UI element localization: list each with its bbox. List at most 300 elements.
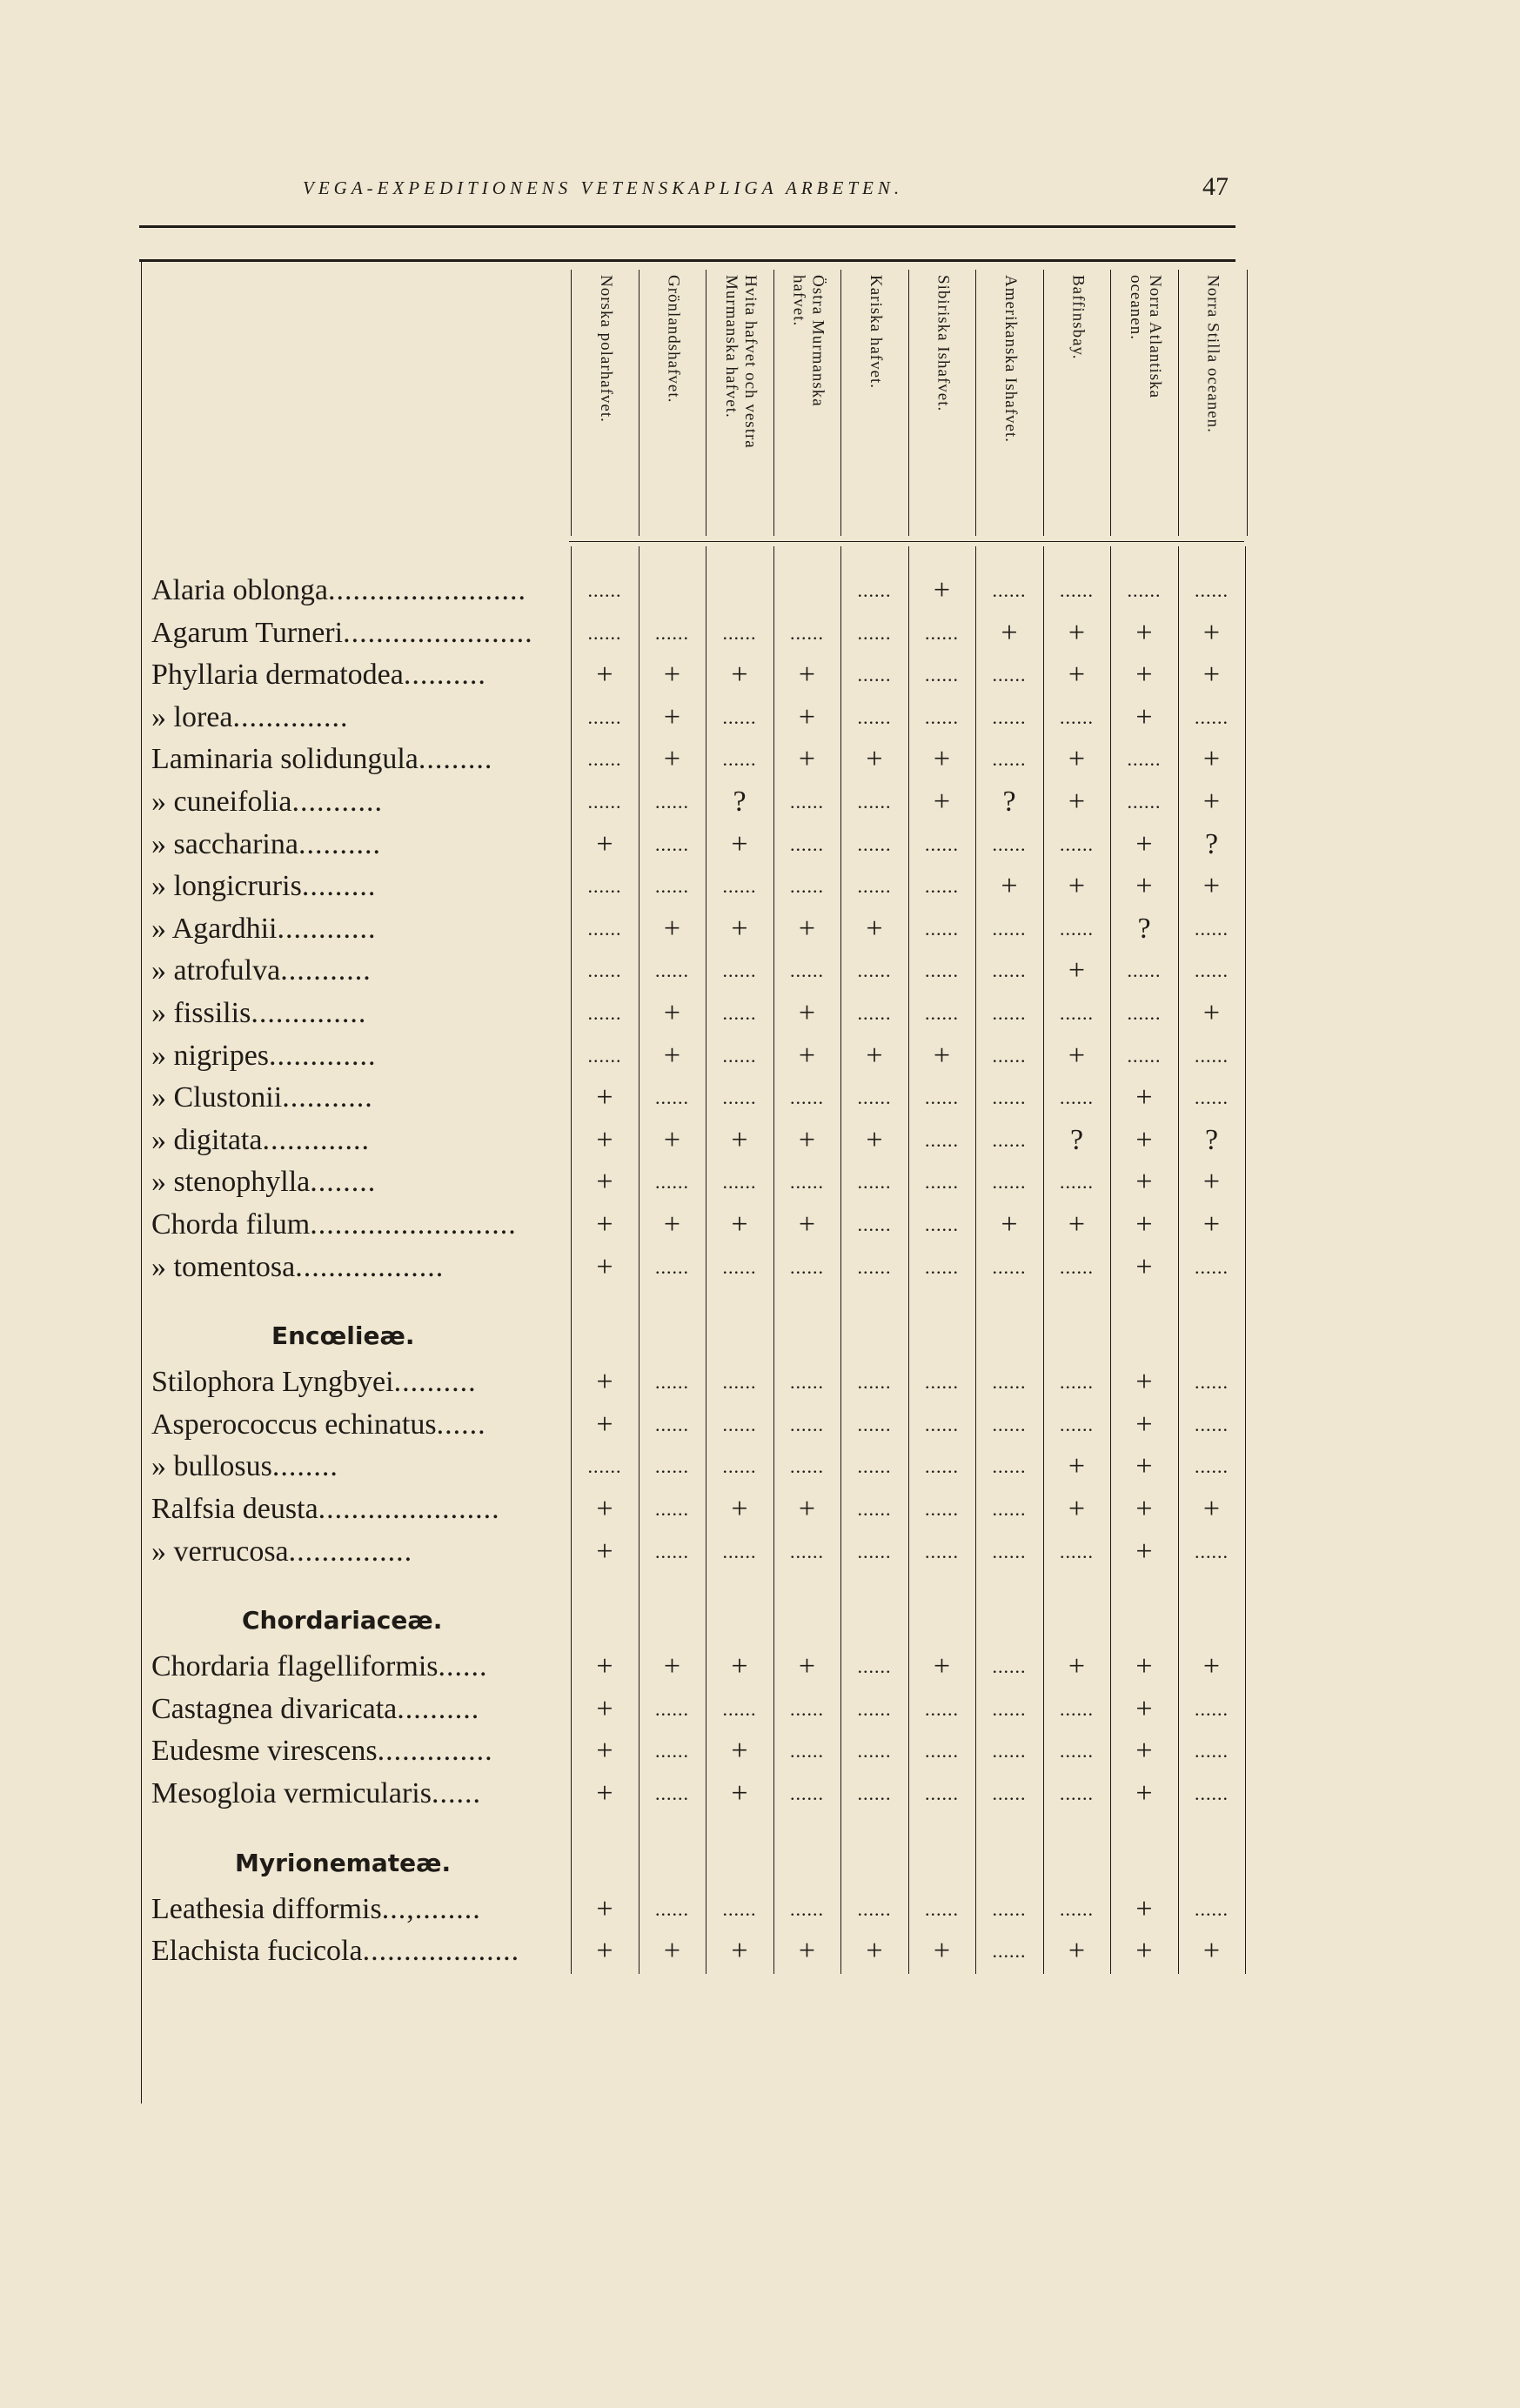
occurrence-cell: ...... [857, 1371, 892, 1394]
occurrence-cell: ...... [992, 1783, 1027, 1804]
column-header [975, 270, 1044, 536]
species-name-text: » longicruris [151, 870, 302, 903]
species-name-text: Chorda filum [151, 1208, 311, 1241]
table-row [0, 1078, 1520, 1118]
occurrence-cell: ...... [857, 1697, 892, 1720]
occurrence-cell: ...... [992, 1044, 1027, 1067]
occurrence-cell: ? [1204, 827, 1219, 860]
occurrence-cell: ? [733, 786, 747, 818]
occurrence-cell: ...... [925, 1087, 959, 1109]
occurrence-cell: ...... [992, 1740, 1027, 1763]
leader-dots: ........... [282, 1081, 373, 1114]
occurrence-cell: + [1202, 1166, 1221, 1199]
column-header-label: Amerikanska Ishafvet. [1001, 275, 1020, 443]
table-row [0, 866, 1520, 906]
occurrence-cell: ...... [857, 1002, 892, 1024]
occurrence-cell: ...... [992, 706, 1027, 728]
species-name-text: » Agardhii [151, 912, 278, 945]
occurrence-cell: + [1202, 616, 1221, 649]
occurrence-cell: ...... [1060, 833, 1094, 855]
occurrence-cell: ...... [1060, 1087, 1094, 1109]
occurrence-cell: + [1202, 786, 1221, 818]
occurrence-cell: + [1068, 954, 1086, 987]
occurrence-cell: ...... [925, 621, 959, 644]
occurrence-cell: + [933, 743, 951, 776]
occurrence-cell: ...... [992, 1656, 1027, 1678]
species-name-text: » tomentosa [151, 1250, 296, 1283]
table-row [0, 613, 1520, 653]
occurrence-cell: + [1068, 786, 1086, 818]
column-header [1110, 270, 1179, 536]
occurrence-cell: + [933, 574, 951, 606]
species-name-text: » Clustonii [151, 1081, 283, 1114]
occurrence-cell: + [798, 1208, 816, 1241]
occurrence-cell: + [1068, 1650, 1086, 1683]
occurrence-cell: ...... [1195, 1697, 1229, 1720]
occurrence-cell: ...... [992, 1171, 1027, 1194]
leader-dots: ............ [277, 912, 377, 945]
occurrence-cell: + [663, 1650, 681, 1683]
occurrence-cell: + [1202, 1208, 1221, 1241]
occurrence-cell: + [1001, 1208, 1018, 1241]
occurrence-cell: ...... [790, 875, 824, 898]
column-header-label: Östra Murmanska hafvet. [789, 275, 827, 407]
occurrence-cell: + [1202, 1493, 1221, 1525]
occurrence-cell: ...... [790, 791, 824, 813]
species-name [151, 909, 566, 949]
occurrence-cell: ...... [790, 1697, 824, 1720]
occurrence-cell: + [798, 743, 816, 776]
occurrence-cell: + [596, 659, 613, 692]
leader-dots: ........................ [328, 574, 526, 606]
occurrence-cell: ...... [857, 706, 892, 728]
species-name [151, 739, 566, 779]
occurrence-cell: ...... [722, 1371, 757, 1394]
occurrence-cell: + [866, 1935, 883, 1968]
table-row [0, 1731, 1520, 1771]
occurrence-cell: + [1135, 1408, 1153, 1441]
occurrence-cell: + [1135, 1892, 1153, 1925]
table-row [0, 951, 1520, 991]
occurrence-cell: + [1135, 1735, 1153, 1768]
occurrence-cell: + [1202, 1650, 1221, 1683]
occurrence-cell: + [731, 1650, 748, 1683]
leader-dots: ................... [362, 1935, 520, 1968]
occurrence-cell: + [1068, 1935, 1086, 1968]
occurrence-cell: + [731, 827, 748, 860]
table-row [0, 1689, 1520, 1729]
occurrence-cell: ...... [992, 579, 1027, 601]
occurrence-cell: + [933, 1039, 951, 1072]
occurrence-cell: ...... [655, 1087, 689, 1109]
occurrence-cell: ...... [925, 1128, 959, 1151]
column-header-label: Sibiriska Ishafvet. [934, 275, 953, 412]
occurrence-cell: ...... [655, 875, 689, 898]
occurrence-cell: ...... [655, 1455, 689, 1478]
occurrence-cell: + [663, 1039, 681, 1072]
group-heading: Myrionemateæ. [235, 1848, 452, 1877]
occurrence-cell: ...... [790, 960, 824, 982]
occurrence-cell: ...... [790, 1371, 824, 1394]
occurrence-cell: + [1135, 827, 1153, 860]
occurrence-cell: + [596, 1366, 613, 1399]
occurrence-cell: ...... [1060, 1255, 1094, 1278]
leader-dots: ............. [262, 1123, 370, 1156]
species-name [151, 1036, 566, 1076]
occurrence-cell [773, 571, 841, 611]
occurrence-cell: + [933, 1650, 951, 1683]
occurrence-cell: ...... [992, 1002, 1027, 1024]
occurrence-cell: ...... [925, 1740, 959, 1763]
occurrence-cell: ...... [587, 1455, 622, 1478]
species-name-text: Phyllaria dermatodea [151, 659, 404, 692]
occurrence-cell: ...... [722, 748, 757, 771]
leader-dots: ......... [301, 870, 377, 903]
occurrence-cell: ...... [587, 791, 622, 813]
occurrence-cell: + [798, 700, 816, 733]
species-name [151, 613, 566, 653]
occurrence-cell: + [596, 1208, 613, 1241]
table-row [0, 909, 1520, 949]
occurrence-cell: ...... [992, 1087, 1027, 1109]
table-row [0, 1405, 1520, 1445]
occurrence-cell: + [1135, 1166, 1153, 1199]
species-name [151, 698, 566, 738]
leader-dots: .................. [295, 1250, 445, 1283]
occurrence-cell: ...... [655, 960, 689, 982]
occurrence-cell: ...... [1060, 1897, 1094, 1920]
species-name-text: Elachista fucicola [151, 1935, 363, 1968]
occurrence-cell: ...... [1060, 1002, 1094, 1024]
occurrence-cell: ...... [857, 664, 892, 686]
occurrence-cell: ...... [1195, 960, 1229, 982]
occurrence-cell: ...... [722, 1540, 757, 1562]
occurrence-cell: + [596, 1123, 613, 1156]
occurrence-cell: ...... [1195, 1087, 1229, 1109]
table-row [0, 1205, 1520, 1245]
occurrence-cell: ...... [722, 875, 757, 898]
occurrence-cell: + [596, 1166, 613, 1199]
occurrence-cell: ...... [722, 1255, 757, 1278]
occurrence-cell: ...... [857, 1897, 892, 1920]
leader-dots: ............... [288, 1535, 413, 1568]
occurrence-cell: ...... [587, 579, 622, 601]
occurrence-cell: ...... [992, 1697, 1027, 1720]
occurrence-cell: ...... [857, 1783, 892, 1804]
occurrence-cell: ...... [992, 748, 1027, 771]
species-name [151, 1774, 566, 1814]
occurrence-cell: + [1135, 1535, 1153, 1568]
species-name [151, 782, 566, 822]
table-row [0, 1532, 1520, 1572]
occurrence-cell: ...... [925, 833, 959, 855]
occurrence-cell: ...... [790, 1087, 824, 1109]
occurrence-cell: ...... [1060, 1697, 1094, 1720]
table-row [0, 825, 1520, 865]
occurrence-cell: ...... [992, 1540, 1027, 1562]
occurrence-cell: + [798, 1650, 816, 1683]
occurrence-cell: ...... [992, 1128, 1027, 1151]
leader-dots: ....................... [343, 616, 533, 649]
column-header [571, 270, 639, 536]
occurrence-cell: + [1135, 1081, 1153, 1114]
species-name-text: » lorea [151, 700, 233, 733]
occurrence-cell: ...... [857, 579, 892, 601]
species-name-text: Eudesme virescens [151, 1735, 378, 1768]
occurrence-cell: ...... [790, 1897, 824, 1920]
occurrence-cell: ...... [992, 664, 1027, 686]
occurrence-cell: + [731, 1123, 748, 1156]
occurrence-cell: ...... [1195, 1371, 1229, 1394]
occurrence-cell: + [1068, 870, 1086, 903]
table-row [0, 1447, 1520, 1487]
occurrence-cell: ...... [587, 917, 622, 940]
table-row [0, 571, 1520, 611]
occurrence-cell: ...... [1127, 748, 1162, 771]
occurrence-cell: ...... [925, 1697, 959, 1720]
occurrence-cell: ...... [722, 1171, 757, 1194]
occurrence-cell: + [596, 1493, 613, 1525]
occurrence-cell: ...... [857, 960, 892, 982]
occurrence-cell: + [798, 1039, 816, 1072]
occurrence-cell: + [866, 1039, 883, 1072]
occurrence-cell: + [1202, 1935, 1221, 1968]
occurrence-cell: ...... [925, 1783, 959, 1804]
species-name-text: Ralfsia deusta [151, 1493, 318, 1525]
occurrence-cell: ...... [925, 875, 959, 898]
occurrence-cell: + [1135, 1935, 1153, 1968]
occurrence-cell: ? [1204, 1123, 1219, 1156]
leader-dots: ...... [438, 1650, 488, 1683]
occurrence-cell: ...... [925, 1255, 959, 1278]
column-header-label: Norra Atlantiska oceanen. [1127, 275, 1164, 399]
species-name-text: » stenophylla [151, 1166, 311, 1199]
species-name-text: Asperococcus echinatus [151, 1408, 437, 1441]
occurrence-cell: + [596, 1081, 613, 1114]
column-header [773, 270, 842, 536]
occurrence-cell: + [731, 1735, 748, 1768]
occurrence-cell: ...... [1127, 791, 1162, 813]
occurrence-cell: ...... [1060, 1413, 1094, 1435]
occurrence-cell: ...... [1127, 1044, 1162, 1067]
species-name [151, 1447, 566, 1487]
occurrence-cell: + [663, 1123, 681, 1156]
occurrence-cell: + [663, 700, 681, 733]
occurrence-cell: + [1068, 743, 1086, 776]
species-name-text: Leathesia difformis [151, 1892, 382, 1925]
occurrence-cell: + [596, 1250, 613, 1283]
leader-dots: .......... [403, 659, 486, 692]
species-name [151, 1162, 566, 1202]
leader-dots: ......................... [310, 1208, 517, 1241]
occurrence-cell: + [1068, 1208, 1086, 1241]
running-title: VEGA-EXPEDITIONENS VETENSKAPLIGA ARBETEN. [303, 177, 904, 198]
occurrence-cell: ...... [1127, 960, 1162, 982]
occurrence-cell: + [596, 827, 613, 860]
occurrence-cell: + [1135, 1450, 1153, 1483]
occurrence-cell: + [933, 1935, 951, 1968]
occurrence-cell: ...... [1127, 1002, 1162, 1024]
leader-dots: ......... [418, 743, 493, 776]
occurrence-cell: ...... [925, 1455, 959, 1478]
occurrence-cell: + [1068, 1493, 1086, 1525]
occurrence-cell: ...... [655, 1783, 689, 1804]
species-name-text: » nigripes [151, 1039, 270, 1072]
leader-dots: ............. [269, 1039, 377, 1072]
occurrence-cell: ...... [857, 1413, 892, 1435]
occurrence-cell: + [1068, 1039, 1086, 1072]
occurrence-cell: + [596, 1408, 613, 1441]
occurrence-cell: + [1135, 1650, 1153, 1683]
occurrence-cell: ...... [925, 1371, 959, 1394]
occurrence-cell: ? [1069, 1123, 1084, 1156]
occurrence-cell: ...... [790, 621, 824, 644]
occurrence-cell: + [731, 1935, 748, 1968]
occurrence-cell: + [663, 659, 681, 692]
occurrence-cell: ...... [857, 1740, 892, 1763]
species-name [151, 866, 566, 906]
occurrence-cell: ...... [857, 1087, 892, 1109]
occurrence-cell: + [663, 743, 681, 776]
column-header [1178, 270, 1248, 536]
species-name-text: » fissilis [151, 997, 251, 1029]
occurrence-cell: ...... [655, 1897, 689, 1920]
occurrence-cell: ...... [992, 960, 1027, 982]
occurrence-cell: ...... [655, 1413, 689, 1435]
species-name-text: Alaria oblonga [151, 574, 328, 606]
occurrence-cell: + [596, 1650, 613, 1683]
occurrence-cell: + [1202, 997, 1221, 1029]
leader-dots: ........... [291, 786, 383, 818]
occurrence-cell: + [798, 1935, 816, 1968]
occurrence-cell: ...... [1195, 1783, 1229, 1804]
table-row [0, 782, 1520, 822]
occurrence-cell: ...... [925, 1498, 959, 1520]
species-name-text: » atrofulva [151, 954, 281, 987]
occurrence-cell: + [1135, 1493, 1153, 1525]
column-header [1043, 270, 1112, 536]
occurrence-cell: ...... [925, 1897, 959, 1920]
occurrence-cell: ...... [857, 833, 892, 855]
occurrence-cell: + [663, 912, 681, 945]
column-header-label: Hvita hafvet och vestra Murmanska hafvet. [722, 275, 760, 449]
species-name [151, 1532, 566, 1572]
column-header [840, 270, 909, 536]
occurrence-cell: ...... [722, 1897, 757, 1920]
column-header [639, 270, 707, 536]
occurrence-cell: ...... [1060, 1783, 1094, 1804]
occurrence-cell: ...... [655, 791, 689, 813]
occurrence-cell: + [866, 1123, 883, 1156]
occurrence-cell: ...... [722, 621, 757, 644]
species-name [151, 1931, 566, 1971]
occurrence-cell: ...... [1060, 1171, 1094, 1194]
species-name [151, 1120, 566, 1161]
occurrence-cell: ...... [857, 875, 892, 898]
leader-dots: ...... [436, 1408, 486, 1441]
species-name-text: Mesogloia vermicularis [151, 1777, 432, 1809]
occurrence-cell: + [1202, 870, 1221, 903]
occurrence-cell: ...... [857, 1171, 892, 1194]
occurrence-cell: ...... [587, 621, 622, 644]
leader-dots: .......... [397, 1692, 480, 1725]
occurrence-cell: + [1135, 616, 1153, 649]
occurrence-cell: ...... [587, 1002, 622, 1024]
occurrence-cell: ...... [992, 1255, 1027, 1278]
header-rule [569, 541, 1244, 542]
occurrence-cell: + [663, 997, 681, 1029]
occurrence-cell: + [1135, 1777, 1153, 1809]
occurrence-cell: ...... [655, 1540, 689, 1562]
occurrence-cell: ...... [925, 1002, 959, 1024]
column-header-label: Norra Stilla oceanen. [1203, 275, 1222, 433]
species-name [151, 1405, 566, 1445]
occurrence-cell: + [933, 786, 951, 818]
occurrence-cell: ...... [857, 1656, 892, 1678]
species-name-text: Laminaria solidungula [151, 743, 419, 776]
species-name [151, 655, 566, 695]
occurrence-cell: ...... [587, 960, 622, 982]
occurrence-cell: + [596, 1935, 613, 1968]
leader-dots: ........ [310, 1166, 377, 1199]
leader-dots: .......... [393, 1366, 477, 1399]
occurrence-cell: + [1068, 1450, 1086, 1483]
species-name-text: » bullosus [151, 1450, 272, 1483]
group-heading: Chordariaceæ. [242, 1606, 443, 1635]
occurrence-cell: ...... [790, 1783, 824, 1804]
occurrence-cell: ...... [925, 706, 959, 728]
occurrence-cell: ...... [587, 1044, 622, 1067]
occurrence-cell: + [731, 1777, 748, 1809]
occurrence-cell: ...... [587, 875, 622, 898]
occurrence-cell: ...... [655, 833, 689, 855]
occurrence-cell: ...... [857, 1455, 892, 1478]
occurrence-cell: + [663, 1208, 681, 1241]
species-name-text: » cuneifolia [151, 786, 292, 818]
occurrence-cell: ...... [1060, 706, 1094, 728]
occurrence-cell: ...... [655, 621, 689, 644]
occurrence-cell: + [1135, 659, 1153, 692]
occurrence-cell: ...... [722, 1044, 757, 1067]
species-name [151, 1890, 566, 1930]
occurrence-cell: + [731, 1493, 748, 1525]
occurrence-cell: ...... [992, 1940, 1027, 1963]
column-header-label: Grönlandshafvet. [664, 275, 683, 404]
occurrence-cell: ...... [992, 1455, 1027, 1478]
species-name [151, 825, 566, 865]
table-row [0, 1362, 1520, 1402]
occurrence-cell: ...... [857, 1255, 892, 1278]
occurrence-cell: ...... [1195, 706, 1229, 728]
occurrence-cell: ...... [790, 1740, 824, 1763]
occurrence-cell: + [663, 1935, 681, 1968]
leader-dots: ........ [271, 1450, 338, 1483]
occurrence-cell: ...... [992, 1498, 1027, 1520]
occurrence-cell: ...... [655, 1697, 689, 1720]
occurrence-cell: ...... [925, 960, 959, 982]
species-name [151, 1689, 566, 1729]
occurrence-cell: + [1135, 1692, 1153, 1725]
occurrence-cell: ...... [992, 1897, 1027, 1920]
column-header [908, 270, 977, 536]
occurrence-cell: + [798, 1123, 816, 1156]
table-row [0, 739, 1520, 779]
occurrence-cell: ...... [655, 1255, 689, 1278]
leader-dots: ........... [280, 954, 372, 987]
species-name [151, 951, 566, 991]
occurrence-cell: ...... [992, 833, 1027, 855]
occurrence-cell: + [731, 912, 748, 945]
